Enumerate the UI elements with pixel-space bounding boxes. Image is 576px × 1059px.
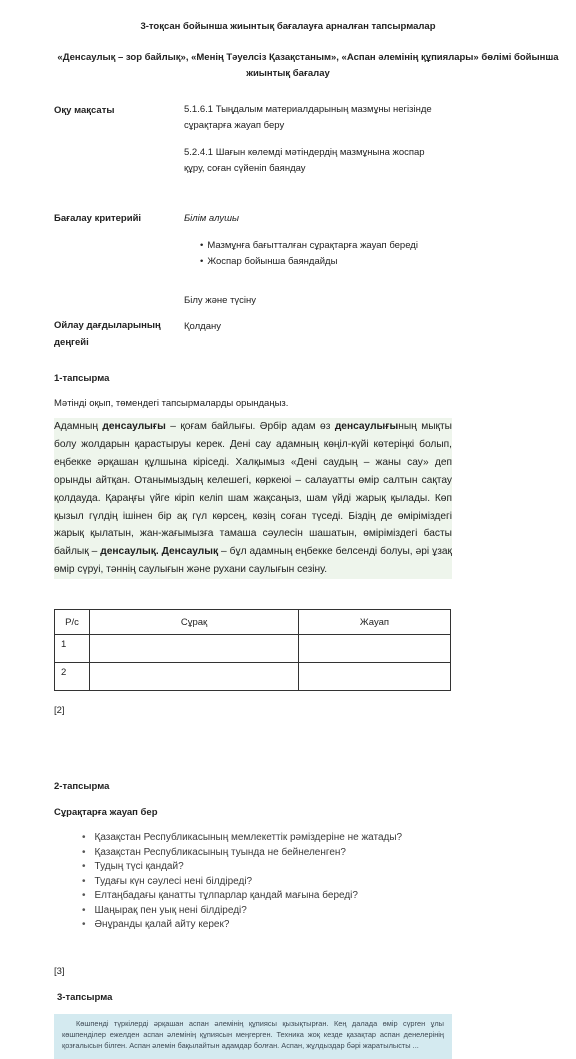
table-row-number: 2 bbox=[55, 663, 90, 691]
passage-bold: денсаулық bbox=[100, 546, 156, 558]
question-cell[interactable] bbox=[90, 635, 299, 663]
task1-instruction: Мәтінді оқып, төмендегі тапсырмаларды орындаңыз. bbox=[54, 398, 289, 409]
objective-2-line1: 5.2.4.1 Шағын көлемді мәтіндердің мазмұнына жоспар bbox=[184, 147, 425, 158]
passage-text: . bbox=[155, 546, 162, 558]
passage-bold: денсаулығы bbox=[102, 421, 166, 432]
criteria-label: Бағалау критерийі bbox=[54, 213, 142, 224]
table-header-row bbox=[55, 610, 451, 635]
task2-title: 2-тапсырма bbox=[54, 781, 110, 792]
list-item: • Әнұранды қалай айту керек? bbox=[82, 918, 402, 933]
objective-1-line2: сұрақтарға жауап беру bbox=[184, 120, 285, 131]
table-row bbox=[55, 635, 451, 663]
passage-bold: Денсаулық bbox=[161, 546, 219, 558]
page-subtitle-line2: жиынтық бағалау bbox=[246, 68, 330, 79]
passage-bold: денсаулығы bbox=[334, 421, 399, 432]
answer-table bbox=[54, 609, 451, 691]
list-item: • Тудағы күн сәулесі нені білдіреді? bbox=[82, 875, 402, 890]
criteria-learner: Білім алушы bbox=[184, 213, 239, 224]
objectives-label: Оқу мақсаты bbox=[54, 105, 115, 116]
table-header-cell: Сұрақ bbox=[90, 610, 299, 635]
passage-text: – қоғам байлығы. Әрбір адам өз bbox=[165, 421, 335, 432]
answer-cell[interactable] bbox=[299, 635, 451, 663]
passage-text: Адамның bbox=[54, 421, 103, 432]
task2-score: [3] bbox=[54, 966, 65, 977]
objective-1-line1: 5.1.6.1 Тыңдалым материалдарының мазмұны негізінде bbox=[184, 104, 432, 115]
thinking-label-line2: деңгейі bbox=[54, 337, 89, 348]
objective-item bbox=[184, 145, 425, 177]
list-item: • Шаңырақ пен уық нені білдіреді? bbox=[82, 904, 402, 919]
task1-score: [2] bbox=[54, 705, 65, 716]
thinking-level-1: Білу және түсіну bbox=[184, 295, 257, 306]
task2-instruction: Сұрақтарға жауап бер bbox=[54, 807, 158, 818]
list-item: • Қазақстан Республикасының туында не бейнеленген? bbox=[82, 846, 402, 861]
criteria-list bbox=[186, 238, 418, 270]
list-item: • Қазақстан Республикасының мемлекеттік рәміздеріне не жатады? bbox=[82, 831, 402, 846]
task3-excerpt bbox=[54, 1014, 452, 1059]
list-item: • Елтаңбадағы қанатты тұлпарлар қандай мағына береді? bbox=[82, 889, 402, 904]
table-header-cell: Р/с bbox=[55, 610, 90, 635]
task3-title: 3-тапсырма bbox=[57, 992, 113, 1003]
task1-title: 1-тапсырма bbox=[54, 373, 110, 384]
passage-text: – бұл адамның еңбекке белсенді болуы, әрі ұзақ өмір сүруі, тәннің саулығын және рухани саулығын сезіну. bbox=[54, 546, 452, 576]
task2-question-list bbox=[82, 831, 402, 933]
page-subtitle: «Денсаулық – зор байлық», «Менің Тәуелсіз Қазақстаным», «Аспан әлемінің құпиялары» бөлімі бойынша bbox=[57, 52, 559, 63]
question-cell[interactable] bbox=[90, 663, 299, 691]
passage-text: ның мықты болу жолдарын қарастыруы керек. Дені сау адамның көңіл-күйі көтеріңкі болып, еңбекке әрқашан құлшына кіріседі. Халқымыз «Дені саудың – жаны сау» деп орынды айтқан. Отанымыздың келешегі, көркеюі – салауатты өмір салтын сақтау қолдауда. Қараңғы үйге кіріп келіп шам жақсаңыз, шам үйді жарық қылады. Көп қызыл гүлдің ішінен бір ақ гүл көрсең, көзің соған түседі. Біздің де өміріміздегі жарық қылатын, жан-жағымызға тамаша сәулесін шашатын, өміріміздегі басты байлық – bbox=[54, 421, 452, 558]
excerpt-text: Көшпенді түркілерді әрқашан аспан әлемінің құпиясы қызықтырған. Кең далада өмір сүрген ұлы көшпенділер ежелден аспан әлемінің құпиясын меңгерген. Техника жоқ кезде қазақтар аспан денелерінің қозғалысын білген. Аспан әлемін бақылайтын адамдар болған. Аспан, жұлдыздар бәрі жаратылысты ... bbox=[62, 1019, 444, 1050]
criteria-item: • Жоспар бойынша баяндайды bbox=[200, 254, 418, 270]
thinking-level-2: Қолдану bbox=[184, 321, 221, 332]
list-item: • Тудың түсі қандай? bbox=[82, 860, 402, 875]
answer-cell[interactable] bbox=[299, 663, 451, 691]
task1-passage bbox=[54, 418, 452, 579]
objective-item bbox=[184, 102, 432, 134]
table-row-number: 1 bbox=[55, 635, 90, 663]
criteria-item: • Мазмұнға бағытталған сұрақтарға жауап береді bbox=[200, 238, 418, 254]
table-header-cell: Жауап bbox=[299, 610, 451, 635]
page-title: 3-тоқсан бойынша жиынтық бағалауға арналған тапсырмалар bbox=[140, 21, 436, 32]
objective-2-line2: құру, соған сүйеніп баяндау bbox=[184, 163, 306, 174]
thinking-label bbox=[54, 317, 161, 351]
thinking-label-line1: Ойлау дағдыларының bbox=[54, 320, 161, 331]
table-row bbox=[55, 663, 451, 691]
